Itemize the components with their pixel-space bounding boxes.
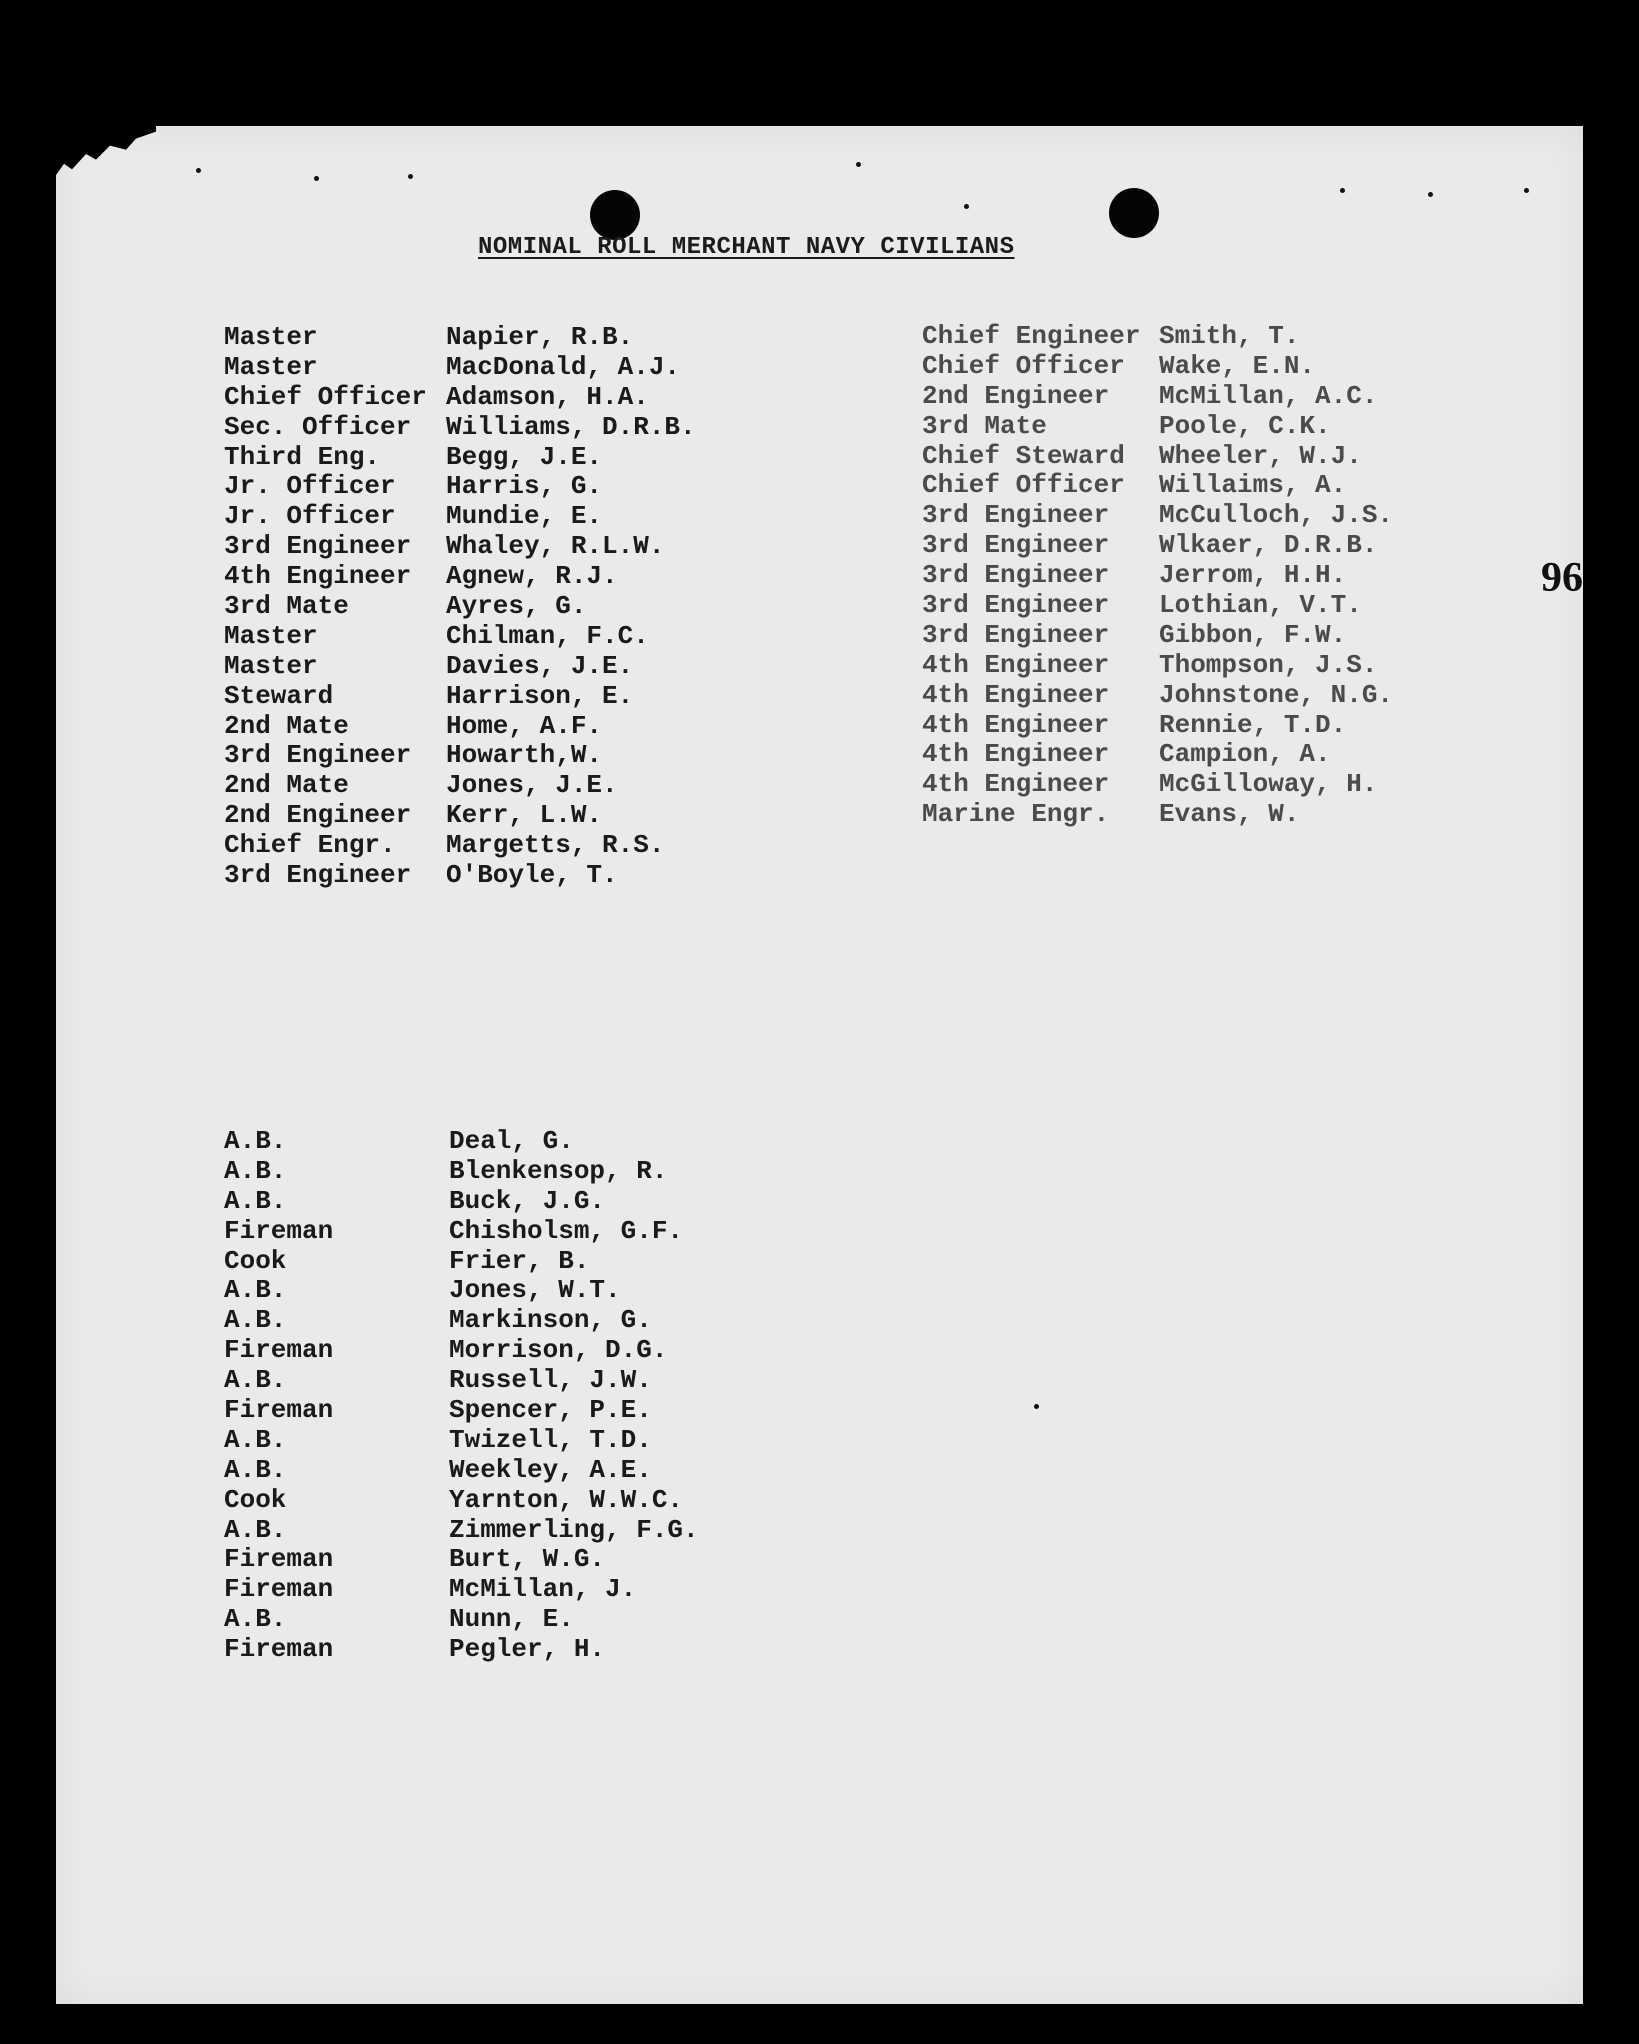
rank-label: A.B.: [224, 1155, 287, 1186]
rank-label: A.B.: [224, 1185, 287, 1216]
rank-label: 2nd Engineer: [224, 800, 412, 831]
rank-label: A.B.: [224, 1126, 287, 1156]
rank-label: A.B.: [224, 1454, 287, 1485]
person-name: Wheeler, W.J.: [1159, 440, 1362, 471]
ink-speck: [856, 162, 861, 167]
person-name: Johnstone, N.G.: [1159, 679, 1394, 710]
rank-label: A.B.: [224, 1305, 287, 1336]
rank-label: Master: [224, 322, 318, 352]
rank-label: Chief Steward: [922, 440, 1125, 471]
person-name: Buck, J.G.: [449, 1185, 606, 1216]
person-name: Begg, J.E.: [446, 441, 603, 472]
person-name: Deal, G.: [449, 1126, 574, 1156]
person-name: Smith, T.: [1159, 321, 1300, 351]
person-name: Jerrom, H.H.: [1159, 560, 1347, 591]
rank-label: Fireman: [224, 1395, 334, 1426]
person-name: Nunn, E.: [449, 1604, 574, 1635]
ink-speck: [314, 176, 319, 181]
rank-label: A.B.: [224, 1604, 287, 1635]
rank-label: Master: [224, 650, 318, 681]
person-name: Margetts, R.S.: [446, 830, 665, 861]
person-name: Weekley, A.E.: [449, 1454, 652, 1485]
rank-label: A.B.: [224, 1424, 287, 1455]
person-name: McMillan, J.: [449, 1574, 637, 1605]
document-title: NOMINAL ROLL MERCHANT NAVY CIVILIANS: [478, 234, 1015, 261]
person-name: Zimmerling, F.G.: [449, 1514, 699, 1545]
person-name: Jones, W.T.: [449, 1275, 621, 1306]
person-name: Napier, R.B.: [446, 322, 634, 352]
rank-label: Steward: [224, 680, 334, 711]
person-name: Whaley, R.L.W.: [446, 531, 665, 562]
rank-label: Master: [224, 620, 318, 651]
ink-speck: [196, 168, 201, 173]
rank-label: 3rd Engineer: [922, 619, 1110, 650]
person-name: Thompson, J.S.: [1159, 649, 1378, 680]
person-name: Agnew, R.J.: [446, 561, 618, 592]
person-name: Howarth,W.: [446, 740, 603, 771]
rank-label: 3rd Engineer: [224, 740, 412, 771]
punch-hole-right: [1109, 188, 1159, 238]
rank-label: 3rd Mate: [922, 410, 1047, 441]
ink-speck: [964, 204, 969, 209]
person-name: Markinson, G.: [449, 1305, 652, 1336]
person-name: Wlkaer, D.R.B.: [1159, 530, 1378, 561]
person-name: Pegler, H.: [449, 1634, 606, 1665]
person-name: Ayres, G.: [446, 591, 587, 622]
rank-label: Fireman: [224, 1544, 334, 1575]
person-name: Chisholsm, G.F.: [449, 1215, 684, 1246]
rank-label: Master: [224, 351, 318, 382]
rank-label: 2nd Mate: [224, 710, 349, 741]
person-name: Kerr, L.W.: [446, 800, 603, 831]
rank-label: Third Eng.: [224, 441, 381, 472]
rank-label: Jr. Officer: [224, 501, 396, 532]
rank-label: 3rd Mate: [224, 591, 349, 622]
ink-speck: [1034, 1404, 1039, 1409]
document-page: [56, 126, 1583, 2004]
ink-speck: [408, 174, 413, 179]
rank-label: 3rd Engineer: [922, 530, 1110, 561]
person-name: Davies, J.E.: [446, 650, 634, 681]
person-name: McGilloway, H.: [1159, 769, 1378, 800]
punch-hole-left: [590, 190, 640, 240]
person-name: Rennie, T.D.: [1159, 709, 1347, 740]
person-name: Lothian, V.T.: [1159, 590, 1362, 621]
ink-speck: [1340, 188, 1345, 193]
person-name: Morrison, D.G.: [449, 1335, 668, 1366]
rank-label: 3rd Engineer: [922, 560, 1110, 591]
person-name: O'Boyle, T.: [446, 860, 618, 891]
rank-label: 4th Engineer: [922, 679, 1110, 710]
rank-label: Cook: [224, 1484, 287, 1515]
person-name: Gibbon, F.W.: [1159, 619, 1347, 650]
rank-label: 4th Engineer: [922, 709, 1110, 740]
rank-label: 2nd Engineer: [922, 380, 1110, 411]
rank-label: 4th Engineer: [224, 561, 412, 592]
person-name: Twizell, T.D.: [449, 1424, 652, 1455]
person-name: Campion, A.: [1159, 739, 1331, 770]
rank-label: Chief Officer: [224, 381, 427, 412]
rank-label: Fireman: [224, 1634, 334, 1665]
rank-label: A.B.: [224, 1365, 287, 1396]
rank-label: Fireman: [224, 1574, 334, 1605]
person-name: McCulloch, J.S.: [1159, 500, 1394, 531]
person-name: Russell, J.W.: [449, 1365, 652, 1396]
rank-label: Fireman: [224, 1335, 334, 1366]
rank-label: Chief Engineer: [922, 321, 1141, 351]
rank-label: 2nd Mate: [224, 770, 349, 801]
person-name: Wake, E.N.: [1159, 350, 1316, 381]
rank-label: 3rd Engineer: [224, 531, 412, 562]
person-name: Harris, G.: [446, 471, 603, 502]
rank-label: Chief Engr.: [224, 830, 396, 861]
rank-label: 3rd Engineer: [922, 500, 1110, 531]
torn-corner: [56, 126, 156, 196]
person-name: Blenkensop, R.: [449, 1155, 668, 1186]
ink-speck: [1428, 192, 1433, 197]
person-name: Mundie, E.: [446, 501, 603, 532]
person-name: Spencer, P.E.: [449, 1395, 652, 1426]
rank-label: A.B.: [224, 1275, 287, 1306]
page-number: 96: [1541, 555, 1583, 601]
person-name: Evans, W.: [1159, 799, 1300, 830]
person-name: Williams, D.R.B.: [446, 411, 696, 442]
person-name: Poole, C.K.: [1159, 410, 1331, 441]
rank-label: Chief Officer: [922, 470, 1125, 501]
person-name: Willaims, A.: [1159, 470, 1347, 501]
ink-speck: [1524, 188, 1529, 193]
person-name: McMillan, A.C.: [1159, 380, 1378, 411]
person-name: Harrison, E.: [446, 680, 634, 711]
person-name: Adamson, H.A.: [446, 381, 649, 412]
person-name: Burt, W.G.: [449, 1544, 606, 1575]
person-name: Jones, J.E.: [446, 770, 618, 801]
person-name: Frier, B.: [449, 1245, 590, 1276]
person-name: Chilman, F.C.: [446, 620, 649, 651]
rank-label: Chief Officer: [922, 350, 1125, 381]
rank-label: Cook: [224, 1245, 287, 1276]
rank-label: Marine Engr.: [922, 799, 1110, 830]
rank-label: Jr. Officer: [224, 471, 396, 502]
person-name: Yarnton, W.W.C.: [449, 1484, 684, 1515]
person-name: Home, A.F.: [446, 710, 603, 741]
rank-label: 4th Engineer: [922, 649, 1110, 680]
rank-label: Sec. Officer: [224, 411, 412, 442]
rank-label: 4th Engineer: [922, 739, 1110, 770]
rank-label: 3rd Engineer: [224, 860, 412, 891]
rank-label: A.B.: [224, 1514, 287, 1545]
rank-label: 3rd Engineer: [922, 590, 1110, 621]
rank-label: Fireman: [224, 1215, 334, 1246]
person-name: MacDonald, A.J.: [446, 351, 681, 382]
rank-label: 4th Engineer: [922, 769, 1110, 800]
